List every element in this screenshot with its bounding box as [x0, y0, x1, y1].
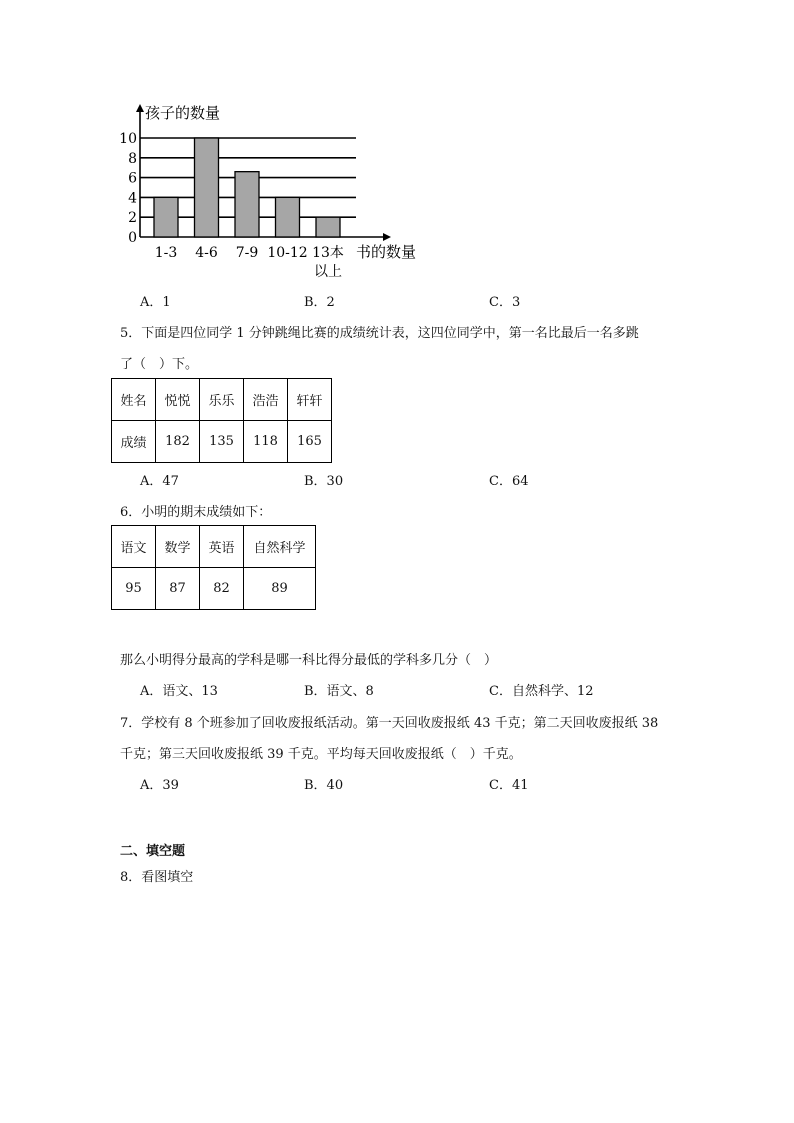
q5-option-a[interactable]: A．47	[140, 474, 179, 489]
book-count-bar-chart	[110, 100, 440, 285]
table-cell: 135	[200, 421, 244, 463]
q6-stem: 6．小明的期末成绩如下：	[120, 505, 272, 520]
bar	[235, 172, 259, 237]
table-cell: 成绩	[112, 421, 156, 463]
q7-stem-line1: 7．学校有 8 个班参加了回收废报纸活动。第一天回收废报纸 43 千克；第二天回收废报纸 38	[120, 716, 659, 731]
q6-option-a[interactable]: A．语文、13	[140, 684, 218, 699]
q6-option-b[interactable]: B．语文、8	[304, 684, 374, 699]
y-tick-label: 0	[128, 230, 137, 246]
q5-option-c[interactable]: C．64	[489, 474, 529, 489]
table-cell: 语文	[112, 526, 156, 568]
x-axis-label: 书的数量	[356, 243, 417, 261]
q5-stem-line2: 了（ ）下。	[120, 357, 199, 372]
x-tick-label: 4-6	[195, 245, 218, 261]
table-cell: 英语	[200, 526, 244, 568]
y-tick-label: 2	[128, 210, 137, 227]
table-cell: 轩轩	[288, 379, 332, 421]
q4-option-c[interactable]: C．3	[489, 295, 521, 310]
q5-stem-line1: 5．下面是四位同学 1 分钟跳绳比赛的成绩统计表，这四位同学中，第一名比最后一名多跳	[120, 326, 639, 341]
q8-stem: 8．看图填空	[120, 870, 194, 885]
table-row	[112, 568, 316, 610]
y-axis-label: 孩子的数量	[145, 104, 221, 122]
bar	[195, 138, 219, 237]
q5-option-b[interactable]: B．30	[304, 474, 344, 489]
table-cell: 182	[156, 421, 200, 463]
q7-option-c[interactable]: C．41	[489, 778, 529, 793]
q4-option-a[interactable]: A．1	[140, 295, 171, 310]
bar	[276, 197, 300, 237]
table-cell: 89	[244, 568, 316, 610]
table-cell: 87	[156, 568, 200, 610]
x-axis-arrow	[383, 233, 391, 241]
q6-option-c[interactable]: C．自然科学、12	[489, 684, 594, 699]
q4-option-b[interactable]: B．2	[304, 295, 335, 310]
y-tick-label: 6	[128, 170, 137, 187]
y-axis-arrow	[136, 104, 144, 112]
table-row	[112, 379, 332, 421]
table-cell: 浩浩	[244, 379, 288, 421]
table-cell: 悦悦	[156, 379, 200, 421]
x-tick-label: 10-12	[267, 245, 308, 261]
q7-option-b[interactable]: B．40	[304, 778, 344, 793]
table-row	[112, 421, 332, 463]
table-cell: 姓名	[112, 379, 156, 421]
y-tick-label: 8	[128, 150, 137, 167]
table-cell: 乐乐	[200, 379, 244, 421]
table-cell: 82	[200, 568, 244, 610]
table-cell: 165	[288, 421, 332, 463]
x-tick-label: 1-3	[154, 245, 178, 261]
q6-question: 那么小明得分最高的学科是哪一科比得分最低的学科多几分（ ）	[120, 653, 498, 668]
table-cell: 118	[244, 421, 288, 463]
x-tick-label: 7-9	[235, 245, 259, 261]
q6-score-table	[111, 525, 316, 610]
bar	[316, 217, 340, 237]
table-cell: 95	[112, 568, 156, 610]
x-tick-label-extra: 以上	[314, 264, 342, 280]
table-row	[112, 526, 316, 568]
x-tick-label: 13本	[312, 245, 344, 261]
section-title: 二、填空题	[120, 844, 186, 859]
y-tick-label: 10	[119, 131, 137, 147]
y-tick-label: 4	[128, 190, 137, 207]
table-cell: 自然科学	[244, 526, 316, 568]
q5-score-table	[111, 378, 332, 463]
bar	[154, 197, 178, 237]
q7-option-a[interactable]: A．39	[140, 778, 179, 793]
q7-stem-line2: 千克；第三天回收废报纸 39 千克。平均每天回收废报纸（ ）千克。	[120, 747, 522, 762]
table-cell: 数学	[156, 526, 200, 568]
